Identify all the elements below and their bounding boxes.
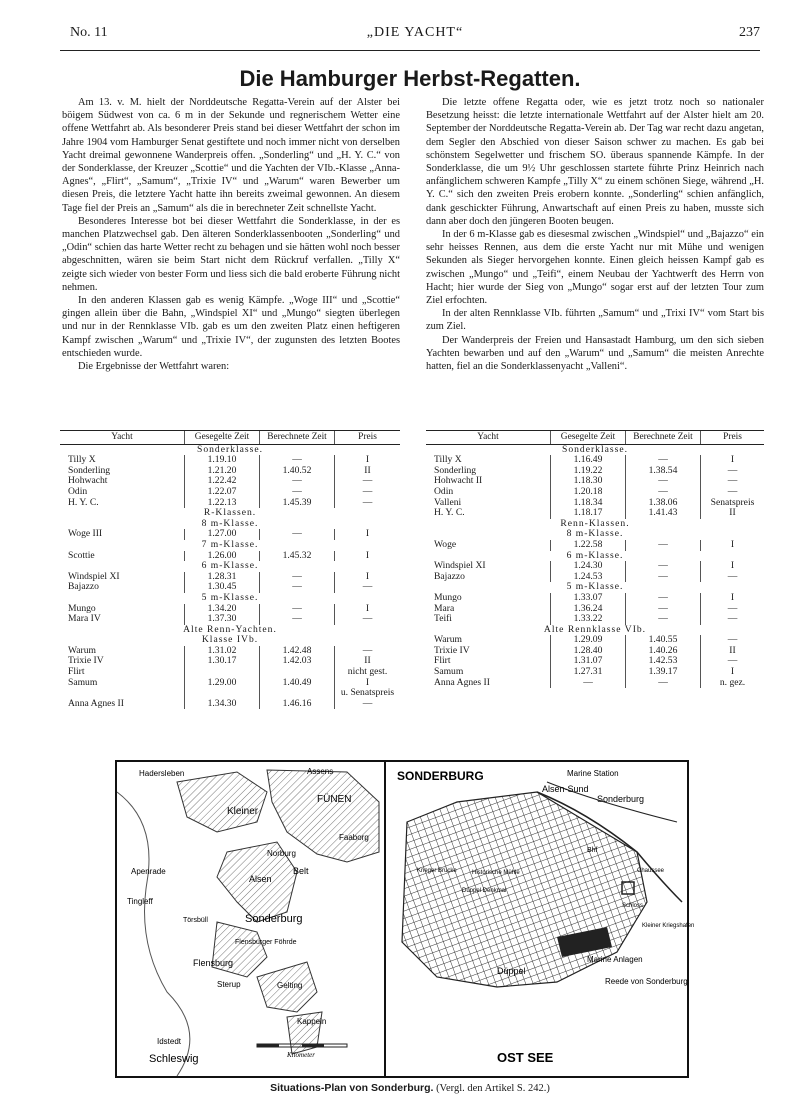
sailed-time: 1.20.18 bbox=[551, 487, 626, 498]
section-label: 7 m-Klasse. bbox=[201, 538, 259, 550]
prize: I bbox=[701, 593, 765, 604]
col-yacht: Yacht bbox=[426, 431, 551, 445]
map-label: SONDERBURG bbox=[397, 769, 484, 783]
yacht-name: Mungo bbox=[68, 602, 96, 614]
computed-time: — bbox=[260, 529, 335, 540]
computed-time: — bbox=[260, 455, 335, 466]
section-label: Sonderklasse. bbox=[196, 443, 264, 455]
section-label: 8 m-Klasse. bbox=[566, 528, 624, 540]
sailed-time: 1.29.00 bbox=[185, 678, 260, 689]
sailed-time: 1.36.24 bbox=[551, 604, 626, 615]
col-sailed: Gesegelte Zeit bbox=[551, 431, 626, 445]
prize: — bbox=[701, 476, 765, 487]
map-label: Kleiner Kriegshafen bbox=[642, 923, 695, 929]
sailed-time: 1.29.09 bbox=[551, 635, 626, 646]
paragraph: In der 6 m-Klasse gab es diesesmal zwischen „Windspiel“ und „Bajazzo“ ein sehr heisses Rennen, aus dem die erste Yacht nur mit Mühe und wenigen Sekunden als Sieger hervorgehen konnte. Einen gleich heissen Kampf gab es zwischen „Mungo“ und „Teifi“, einem Neubau der Yachtwerft des Herrn von Hacht; hier wurde der Sieg von „Mungo“ sogar erst auf der letzten Tour zum Ziel erfochten. bbox=[426, 229, 764, 307]
col-yacht: Yacht bbox=[60, 431, 185, 445]
computed-time: 1.40.55 bbox=[626, 635, 701, 646]
col-prize: Preis bbox=[335, 431, 401, 445]
yacht-name: Trixie IV bbox=[68, 655, 104, 667]
yacht-name: Tilly X bbox=[434, 454, 462, 466]
computed-time: 1.42.53 bbox=[626, 656, 701, 667]
sailed-time: 1.22.07 bbox=[185, 487, 260, 498]
map-label: Krieger Brücke bbox=[417, 868, 457, 874]
prize: — bbox=[701, 656, 765, 667]
yacht-name: Samum bbox=[68, 676, 98, 688]
computed-time: — bbox=[626, 614, 701, 625]
col-sailed: Gesegelte Zeit bbox=[185, 431, 260, 445]
sailed-time: 1.31.07 bbox=[551, 656, 626, 667]
map-label: Flensburg bbox=[193, 958, 234, 968]
prize: I bbox=[335, 572, 401, 583]
section-label: 6 m-Klasse. bbox=[201, 560, 259, 572]
sailed-time: 1.24.53 bbox=[551, 572, 626, 583]
left-column bbox=[62, 96, 400, 373]
map-label: Törsbüll bbox=[183, 917, 208, 924]
prize: — bbox=[701, 487, 765, 498]
prize: I bbox=[335, 455, 401, 466]
computed-time: 1.41.43 bbox=[626, 508, 701, 519]
map-label: Chaussee bbox=[637, 868, 665, 874]
computed-time: — bbox=[626, 561, 701, 572]
table-section-row bbox=[60, 540, 400, 551]
computed-time: 1.39.17 bbox=[626, 667, 701, 678]
map-label: Sterup bbox=[217, 980, 241, 989]
paragraph: In den anderen Klassen gab es wenig Kämpfe. „Woge III“ und „Scottie“ gingen allein über die Bahn, „Windspiel XI“ und „Mungo“ siegten überlegen und nur in der Rennklasse VIb. gab es um den zweiten Platz einen heftigeren Kampf zwischen „Warum“ und „Trixie IV“, der zugunsten des letzten Bootes entschieden wurde. bbox=[62, 295, 400, 359]
prize: — bbox=[701, 466, 765, 477]
yacht-name: Mara bbox=[434, 602, 455, 614]
computed-time: — bbox=[626, 678, 701, 689]
prize: u. Senatspreis bbox=[335, 688, 401, 699]
section-label: Sonderklasse. bbox=[561, 443, 629, 455]
table-row bbox=[60, 487, 400, 498]
right-column bbox=[426, 96, 764, 373]
sailed-time: 1.33.22 bbox=[551, 614, 626, 625]
prize: I bbox=[335, 678, 401, 689]
map-label: Alsen-Sund bbox=[542, 784, 589, 794]
map-label: OST SEE bbox=[497, 1050, 554, 1065]
sailed-time: 1.22.42 bbox=[185, 476, 260, 487]
sailed-time: 1.18.17 bbox=[551, 508, 626, 519]
yacht-name: Hohwacht bbox=[68, 475, 108, 487]
table-row bbox=[60, 699, 400, 710]
computed-time: — bbox=[260, 487, 335, 498]
map-label: Hadersleben bbox=[139, 769, 185, 778]
map-label: Marine Anlagen bbox=[587, 955, 643, 964]
situation-map bbox=[115, 760, 695, 1078]
computed-time: — bbox=[260, 614, 335, 625]
map-label: Historische Mühle bbox=[472, 870, 520, 876]
yacht-name: H. Y. C. bbox=[68, 496, 99, 508]
yacht-name: Sonderling bbox=[434, 464, 477, 476]
map-label: Assens bbox=[307, 767, 334, 776]
sailed-time: 1.16.49 bbox=[551, 455, 626, 466]
sailed-time: 1.31.02 bbox=[185, 646, 260, 657]
prize: — bbox=[701, 604, 765, 615]
prize: — bbox=[335, 476, 401, 487]
computed-time: — bbox=[260, 582, 335, 593]
map-label: Bhf bbox=[587, 847, 598, 854]
yacht-name: Woge bbox=[434, 538, 457, 550]
prize: nicht gest. bbox=[335, 667, 401, 678]
yacht-name: Warum bbox=[434, 634, 462, 646]
yacht-name: Bajazzo bbox=[68, 581, 99, 593]
sailed-time: 1.28.40 bbox=[551, 646, 626, 657]
yacht-name: Flirt bbox=[68, 666, 85, 678]
yacht-name: H. Y. C. bbox=[434, 507, 465, 519]
sailed-time: 1.30.17 bbox=[185, 656, 260, 667]
map-label: Sonderburg bbox=[245, 913, 303, 925]
prize: II bbox=[701, 646, 765, 657]
section-label: Alte Renn-Yachten. bbox=[183, 623, 277, 635]
map-label: Schleswig bbox=[149, 1053, 199, 1065]
map-label: Apenrade bbox=[131, 867, 166, 876]
sailed-time: 1.34.30 bbox=[185, 699, 260, 710]
computed-time: 1.38.54 bbox=[626, 466, 701, 477]
table-row bbox=[426, 540, 764, 551]
col-computed: Berechnete Zeit bbox=[626, 431, 701, 445]
sailed-time: 1.19.22 bbox=[551, 466, 626, 477]
computed-time: — bbox=[260, 572, 335, 583]
journal-name: „DIE YACHT“ bbox=[366, 25, 464, 40]
sailed-time: 1.21.20 bbox=[185, 466, 260, 477]
sailed-time: 1.19.10 bbox=[185, 455, 260, 466]
map-label: Belt bbox=[293, 866, 309, 876]
yacht-name: Warum bbox=[68, 644, 96, 656]
prize: — bbox=[701, 614, 765, 625]
computed-time: — bbox=[626, 572, 701, 583]
prize: — bbox=[335, 498, 401, 509]
map-label: Reede von Sonderburg bbox=[605, 977, 688, 986]
sailed-time: 1.27.00 bbox=[185, 529, 260, 540]
table-row bbox=[426, 593, 764, 604]
sailed-time: — bbox=[551, 678, 626, 689]
yacht-name: Mara IV bbox=[68, 613, 101, 625]
page-number: 237 bbox=[739, 25, 760, 40]
sailed-time: 1.28.31 bbox=[185, 572, 260, 583]
computed-time: — bbox=[626, 593, 701, 604]
sailed-time: 1.27.31 bbox=[551, 667, 626, 678]
yacht-name: Sonderling bbox=[68, 464, 111, 476]
prize: I bbox=[335, 551, 401, 562]
col-prize: Preis bbox=[701, 431, 765, 445]
section-label: 5 m-Klasse. bbox=[201, 591, 259, 603]
sailed-time: 1.33.07 bbox=[551, 593, 626, 604]
map-label: Tingleff bbox=[127, 897, 153, 906]
paragraph: Besonderes Interesse bot bei dieser Wettfahrt die Sonderklasse, in der es manchen Platzwechsel gab. Den älteren Sonderklassenbooten „Sonderling“ und „Odin“ schien das harte Wetter recht zu behagen und sie hätten wohl noch besser abgeschnitten, wären sie beim Start nicht dem Rückruf verfallen. „Tilly X“ zeigte sich wieder von bester Form und liess sich die bald eroberte Führung nicht nehmen. bbox=[62, 215, 400, 293]
paragraph: Die Ergebnisse der Wettfahrt waren: bbox=[78, 361, 230, 373]
computed-time: 1.40.52 bbox=[260, 466, 335, 477]
prize: I bbox=[335, 604, 401, 615]
yacht-name: Samum bbox=[434, 666, 464, 678]
map-label: Kleiner bbox=[227, 806, 259, 817]
computed-time: — bbox=[626, 476, 701, 487]
yacht-name: Windspiel XI bbox=[434, 560, 486, 572]
yacht-name: Hohwacht II bbox=[434, 475, 483, 487]
computed-time: 1.42.48 bbox=[260, 646, 335, 657]
prize: — bbox=[701, 572, 765, 583]
regional-map bbox=[117, 762, 385, 1076]
section-label: Alte Rennklasse VIb. bbox=[543, 623, 647, 635]
computed-time: — bbox=[260, 476, 335, 487]
yacht-name: Bajazzo bbox=[434, 570, 465, 582]
computed-time: 1.45.32 bbox=[260, 551, 335, 562]
yacht-name: Anna Agnes II bbox=[434, 676, 490, 688]
town-plan bbox=[397, 769, 694, 1065]
yacht-name: Woge III bbox=[68, 528, 103, 540]
map-label: Sonderburg bbox=[597, 794, 645, 804]
prize: Senatspreis bbox=[701, 498, 765, 509]
yacht-name: Trixie IV bbox=[434, 644, 470, 656]
prize: — bbox=[335, 699, 401, 710]
paragraph: Der Wanderpreis der Freien und Hansastadt Hamburg, um den sich sieben Yachten bewarben und auf den „Warum“ und „Samum“ die meisten Anrechte hatten, fiel an die Sonderklassenyacht „Valleni“. bbox=[426, 334, 764, 373]
computed-time: — bbox=[626, 455, 701, 466]
map-label: Düppel Denkmal bbox=[462, 888, 507, 894]
article-title: Die Hamburger Herbst-Regatten. bbox=[239, 66, 581, 91]
sailed-time: 1.18.30 bbox=[551, 476, 626, 487]
prize: II bbox=[701, 508, 765, 519]
prize: — bbox=[701, 635, 765, 646]
yacht-name: Anna Agnes II bbox=[68, 697, 124, 709]
map-label: Alsen bbox=[249, 874, 272, 884]
prize: II bbox=[335, 466, 401, 477]
sailed-time: 1.24.30 bbox=[551, 561, 626, 572]
results-table-left bbox=[60, 430, 400, 709]
scale-label: Kilometer bbox=[287, 1051, 315, 1059]
yacht-name: Valleni bbox=[434, 496, 462, 508]
table-row bbox=[426, 487, 764, 498]
yacht-name: Flirt bbox=[434, 655, 451, 667]
paragraph: In der alten Rennklasse VIb. führten „Samum“ und „Trixi IV“ vom Start bis zum Ziel. bbox=[426, 308, 764, 333]
sailed-time: 1.30.45 bbox=[185, 582, 260, 593]
map-label: Kappeln bbox=[297, 1017, 327, 1026]
yacht-name: Tilly X bbox=[68, 454, 96, 466]
map-label: Idstedt bbox=[157, 1037, 182, 1046]
prize: II bbox=[335, 656, 401, 667]
section-label: 8 m-Klasse. bbox=[201, 517, 259, 529]
running-header bbox=[70, 25, 760, 45]
yacht-name: Odin bbox=[68, 485, 88, 497]
computed-time: — bbox=[626, 540, 701, 551]
sailed-time: 1.37.30 bbox=[185, 614, 260, 625]
section-label: Klasse IVb. bbox=[201, 634, 259, 646]
computed-time: 1.46.16 bbox=[260, 699, 335, 710]
computed-time: 1.40.49 bbox=[260, 678, 335, 689]
table-section-row bbox=[60, 593, 400, 604]
yacht-name: Teifi bbox=[434, 613, 452, 625]
section-label: 5 m-Klasse. bbox=[566, 581, 624, 593]
header-rule bbox=[60, 50, 760, 51]
sailed-time: 1.22.13 bbox=[185, 498, 260, 509]
yacht-name: Odin bbox=[434, 485, 454, 497]
sailed-time: 1.18.34 bbox=[551, 498, 626, 509]
sailed-time: 1.26.00 bbox=[185, 551, 260, 562]
results-table-right bbox=[426, 430, 764, 688]
map-label: Gelting bbox=[277, 981, 303, 990]
prize: — bbox=[335, 487, 401, 498]
prize: I bbox=[701, 455, 765, 466]
section-label: 6 m-Klasse. bbox=[566, 549, 624, 561]
map-label: Düppel bbox=[497, 966, 526, 976]
prize: I bbox=[701, 667, 765, 678]
computed-time: — bbox=[260, 604, 335, 615]
prize: I bbox=[335, 529, 401, 540]
computed-time: — bbox=[626, 604, 701, 615]
sailed-time: 1.34.20 bbox=[185, 604, 260, 615]
computed-time: — bbox=[626, 487, 701, 498]
computed-time: 1.45.39 bbox=[260, 498, 335, 509]
map-label: Faaborg bbox=[339, 833, 369, 842]
issue-number: No. 11 bbox=[70, 25, 108, 40]
map-label: FÜNEN bbox=[317, 794, 352, 805]
map-label: Norburg bbox=[267, 849, 296, 858]
prize: — bbox=[335, 582, 401, 593]
prize: I bbox=[701, 561, 765, 572]
sailed-time: 1.22.58 bbox=[551, 540, 626, 551]
caption-ref: (Vergl. den Artikel S. 242.) bbox=[436, 1083, 550, 1094]
map-label: Schloss bbox=[622, 903, 644, 909]
col-computed: Berechnete Zeit bbox=[260, 431, 335, 445]
computed-time: 1.40.26 bbox=[626, 646, 701, 657]
map-label: Flensburger Föhrde bbox=[235, 939, 297, 946]
prize: n. gez. bbox=[701, 678, 765, 689]
paragraph: Die letzte offene Regatta oder, wie es jetzt trotz noch so nationaler Besetzung heisst: die letzte internationale Wettfahrt auf der Alster hielt am 20. September der Norddeutsche Regatta-Verein ab. Der Tag war recht dazu angetan, dem Segler den Abschied von dieser Saison schwer zu machen. Es gab bei schönstem Segelwetter und frischem SO. überaus spannende Kämpfe. In der Sonderklasse, die um 9½ Uhr geschlossen startete führte Prinz Heinrich nach anfänglichem schweren Kampfe „Tilly X“ zu einem schönen Siege, während „H. Y. C.“ sich den zweiten Preis erobern konnte. „Sonderling“ schien anfänglich, dank geschickter Führung, Anwartschaft auf einen Preis zu haben, musste sich dann aber doch den jüngeren Booten beugen. bbox=[426, 97, 764, 227]
computed-time: 1.38.06 bbox=[626, 498, 701, 509]
prize: — bbox=[335, 614, 401, 625]
yacht-name: Windspiel XI bbox=[68, 570, 120, 582]
prize: — bbox=[335, 646, 401, 657]
yacht-name: Mungo bbox=[434, 591, 462, 603]
caption-title: Situations-Plan von Sonderburg. bbox=[270, 1082, 434, 1094]
paragraph: Am 13. v. M. hielt der Norddeutsche Regatta-Verein auf der Alster bei böigem Südwest von ca. 6 m in der Sekunde und regnerischem Wetter eine offene Wettfahrt ab. Als besonderer Preis stand bei dieser Wettfahrt der schon im Jahre 1904 vom Hamburger Senat gestiftete und noch immer nicht von derselben Yacht dreimal gewonnene Wanderpreis offen. „Sonderling“ und „H. Y. C.“ von der Sonderklasse, der Kreuzer „Scottie“ und die Yachten der VIb.-Klasse „Anna-Agnes“, „Flirt“, „Samum“, „Trixie IV“ und „Warum“ waren Bewerber um diesen Preis, die letztere Yacht hatte ihn bereits zweimal gewonnen. An diesem Tage fiel der Preis an „Samum“ als die in berechneter Zeit schnellste Yacht. bbox=[62, 97, 400, 214]
map-label: Marine Station bbox=[567, 769, 619, 778]
prize: I bbox=[701, 540, 765, 551]
yacht-name: Scottie bbox=[68, 549, 95, 561]
map-caption bbox=[60, 1082, 760, 1094]
section-label: Renn-Klassen. bbox=[560, 517, 630, 529]
computed-time: 1.42.03 bbox=[260, 656, 335, 667]
table-row bbox=[426, 678, 764, 689]
section-label: R-Klassen. bbox=[203, 507, 257, 519]
